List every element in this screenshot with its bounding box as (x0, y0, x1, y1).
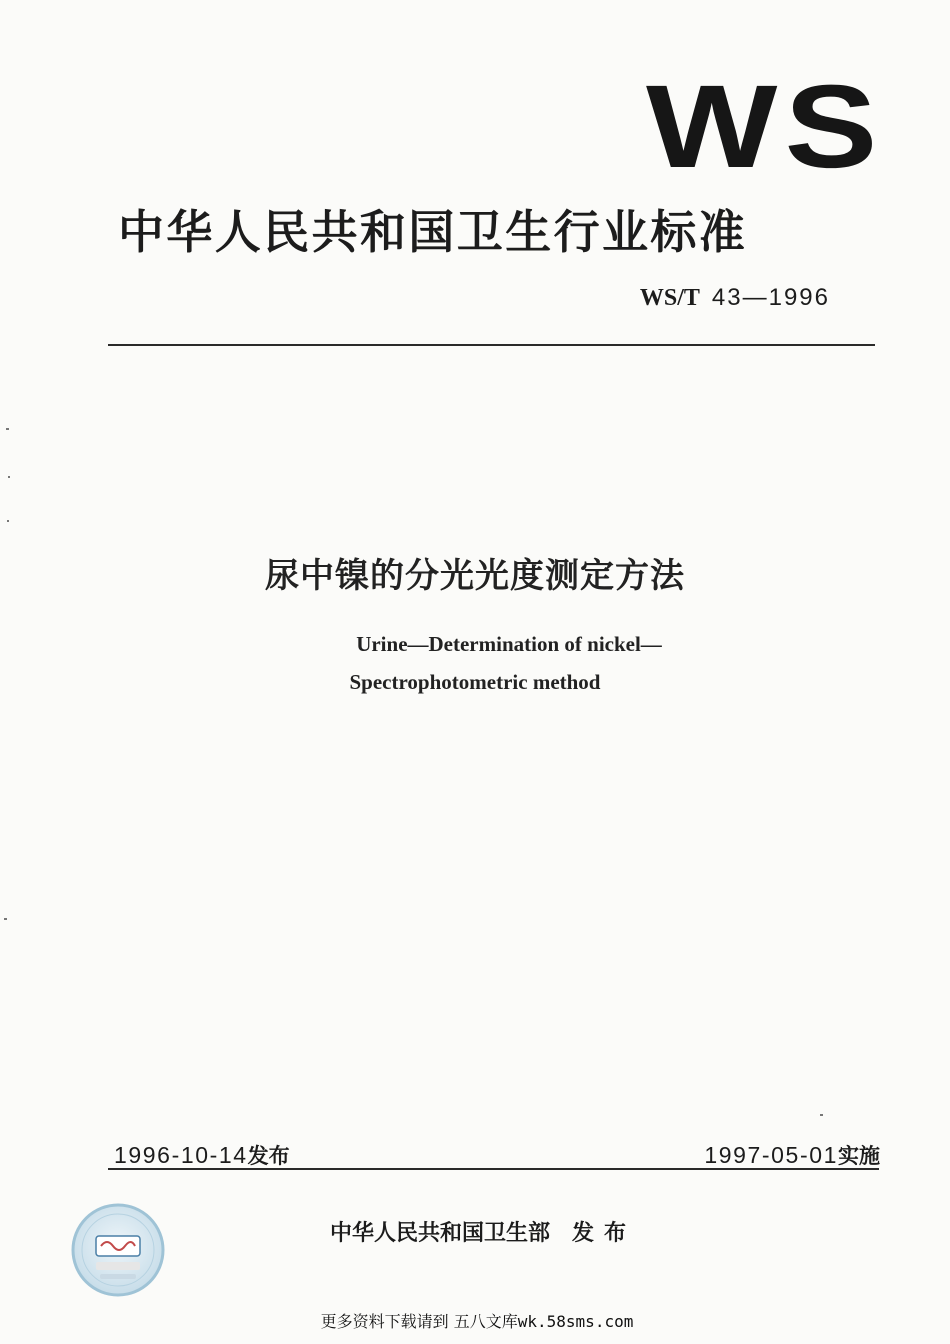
implementation-date (704, 1140, 880, 1170)
standard-category-title: 中华人民共和国卫生行业标准 (118, 205, 748, 259)
scan-speck (7, 520, 9, 522)
bottom-divider (108, 1168, 879, 1170)
standard-number (640, 284, 830, 312)
footer-download-notice (0, 1309, 950, 1332)
publisher-action: 发布 (572, 1221, 637, 1246)
implementation-date-label: 实施 (838, 1144, 880, 1168)
standard-code: WS/T (639, 285, 700, 311)
issue-date (114, 1140, 290, 1170)
scan-speck (8, 476, 10, 478)
scan-speck (6, 428, 9, 430)
document-title-chinese: 尿中镍的分光光度测定方法 (265, 556, 685, 596)
publisher (330, 1216, 636, 1247)
footer-link[interactable]: wk.58sms.com (517, 1312, 634, 1331)
document-title-english-line1: Urine—Determination of nickel— (356, 632, 662, 656)
document-title-english-line2: Spectrophotometric method (349, 670, 601, 694)
publisher-name: 中华人民共和国卫生部 (330, 1221, 551, 1246)
top-divider (108, 344, 875, 346)
standard-number-value: 43—1996 (711, 284, 830, 311)
anti-counterfeit-seal-icon (70, 1202, 166, 1298)
ws-logo: WS (646, 61, 885, 193)
implementation-date-value: 1997-05-01 (704, 1142, 838, 1168)
issue-date-value: 1996-10-14 (114, 1142, 248, 1168)
scan-speck (820, 1114, 823, 1116)
footer-text: 更多资料下载请到 五八文库 (320, 1312, 518, 1331)
scan-speck (4, 918, 7, 920)
issue-date-label: 发布 (247, 1144, 290, 1168)
